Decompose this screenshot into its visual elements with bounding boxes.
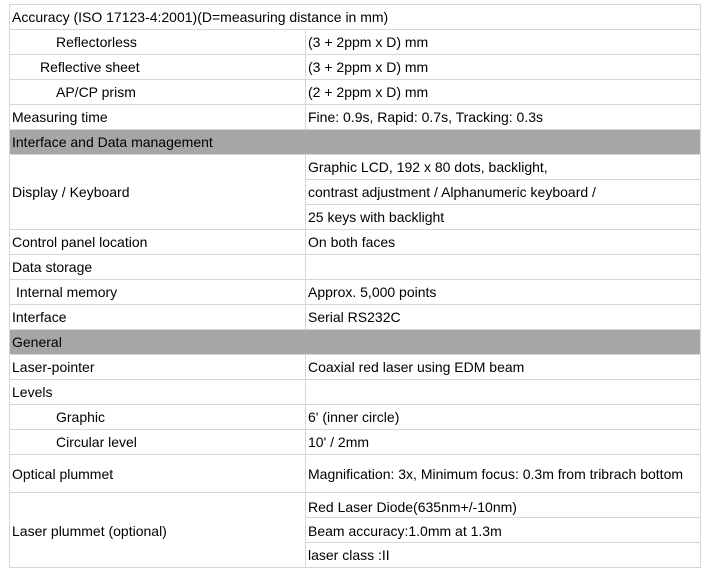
display-value-line-2: contrast adjustment / Alphanumeric keyboard / — [308, 184, 596, 200]
display-label: Display / Keyboard — [12, 184, 130, 200]
reflective-sheet-label: Reflective sheet — [40, 59, 140, 75]
laser-pointer-label: Laser-pointer — [12, 359, 95, 375]
interface-value: Serial RS232C — [308, 309, 401, 325]
laser-plummet-value-line-2: Beam accuracy:1.0mm at 1.3m — [308, 523, 502, 539]
section-band-general — [9, 330, 701, 354]
measuring-time-value: Fine: 0.9s, Rapid: 0.7s, Tracking: 0.3s — [308, 109, 544, 125]
display-value-line-1: Graphic LCD, 192 x 80 dots, backlight, — [308, 159, 548, 175]
prism-value: (2 + 2ppm x D) mm — [308, 84, 429, 100]
reflectorless-value: (3 + 2ppm x D) mm — [308, 34, 429, 50]
laser-plummet-value-line-3: laser class :II — [308, 547, 390, 563]
optical-plummet-label: Optical plummet — [12, 466, 114, 482]
section-title-general: General — [12, 334, 62, 350]
reflectorless-label: Reflectorless — [56, 34, 137, 50]
prism-label: AP/CP prism — [56, 84, 136, 100]
circular-level-label: Circular level — [56, 434, 137, 450]
graphic-label: Graphic — [56, 409, 106, 425]
section-title-interface: Interface and Data management — [12, 134, 213, 150]
control-panel-value: On both faces — [308, 234, 396, 250]
levels-label: Levels — [12, 384, 53, 400]
internal-memory-label: Internal memory — [16, 284, 118, 300]
display-value-line-3: 25 keys with backlight — [308, 209, 445, 225]
measuring-time-label: Measuring time — [12, 109, 108, 125]
control-panel-label: Control panel location — [12, 234, 148, 250]
interface-label: Interface — [12, 309, 67, 325]
data-storage-label: Data storage — [12, 259, 93, 275]
graphic-value: 6' (inner circle) — [308, 409, 400, 425]
optical-plummet-value: Magnification: 3x, Minimum focus: 0.3m from tribrach bottom — [308, 466, 684, 482]
reflective-sheet-value: (3 + 2ppm x D) mm — [308, 59, 429, 75]
laser-pointer-value: Coaxial red laser using EDM beam — [308, 359, 525, 375]
circular-level-value: 10' / 2mm — [308, 434, 370, 450]
laser-plummet-label: Laser plummet (optional) — [12, 523, 167, 539]
laser-plummet-value-line-1: Red Laser Diode(635nm+/-10nm) — [308, 499, 517, 515]
accuracy-header: Accuracy (ISO 17123-4:2001)(D=measuring distance in mm) — [12, 9, 389, 25]
internal-memory-value: Approx. 5,000 points — [308, 284, 437, 300]
